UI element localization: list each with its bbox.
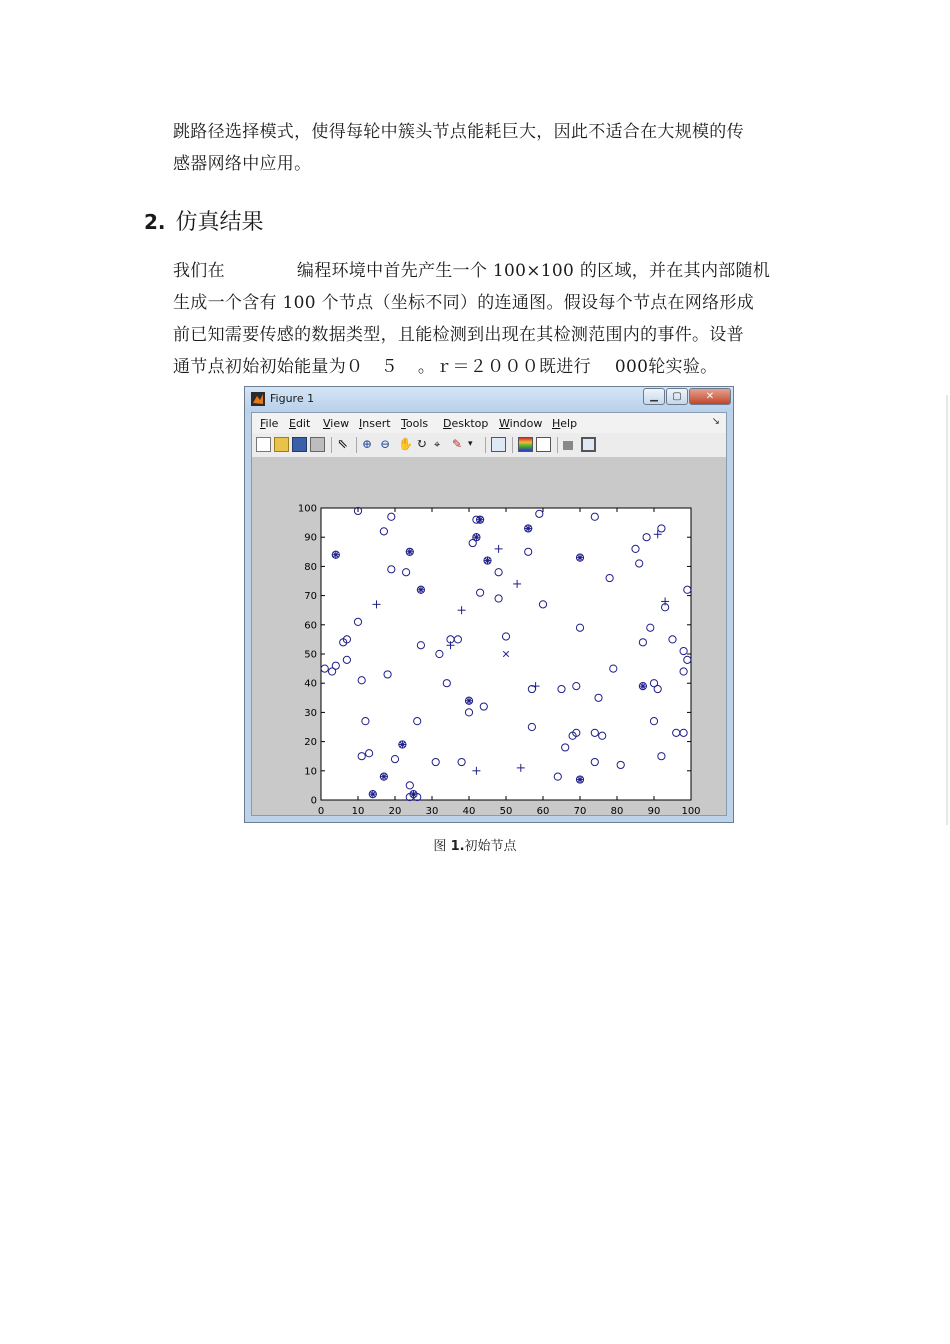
zoom-in-icon[interactable]: ⊕ [362, 437, 373, 451]
data-point [369, 790, 377, 798]
data-point [465, 697, 473, 705]
y-tick-label: 90 [304, 532, 317, 544]
section-title: 仿真结果 [175, 210, 264, 235]
menu-window[interactable]: Window [499, 417, 543, 430]
close-button[interactable]: ✕ [689, 388, 731, 405]
caption-text: 初始节点 [464, 839, 517, 854]
section-heading [144, 205, 264, 240]
pan-icon[interactable]: ✋ [398, 437, 413, 451]
figure-caption: 图 1.初始节点 [433, 839, 517, 854]
text-line: 前已知需要传感的数据类型，且能检测到出现在其检测范围内的事件。设普 [173, 325, 744, 345]
y-tick-label: 10 [304, 766, 317, 778]
x-tick-label: 100 [681, 806, 701, 817]
menu-edit[interactable]: Edit [289, 417, 311, 430]
menu-desktop[interactable]: Desktop [443, 417, 489, 430]
menu-insert[interactable]: Insert [359, 417, 391, 430]
text-fragment: 。ｒ＝２０００既进行 [417, 357, 591, 377]
data-point [476, 516, 484, 524]
x-tick-label: 80 [610, 806, 624, 817]
data-point [524, 524, 532, 532]
y-tick-label: 100 [297, 503, 317, 515]
text-fragment: 我们在 [173, 261, 225, 281]
maximize-button[interactable]: ▢ [666, 388, 688, 405]
x-tick-label: 50 [499, 806, 513, 817]
menu-help[interactable]: Help [552, 417, 578, 430]
data-point [410, 790, 418, 798]
data-point [417, 586, 425, 594]
data-point [576, 554, 584, 562]
data-point [484, 557, 492, 565]
data-point [398, 741, 406, 749]
y-tick-label: 60 [304, 620, 317, 632]
y-tick-label: 0 [310, 795, 317, 807]
zoom-out-icon[interactable]: ⊖ [380, 437, 391, 451]
section-number: 2. [144, 210, 166, 234]
menu-view[interactable]: View [323, 417, 350, 430]
data-point [639, 682, 647, 690]
text-fragment: 编程环境中首先产生一个 100×100 的区域，并在其内部随机 [296, 261, 771, 281]
figure-client-area [251, 412, 727, 816]
data-cursor-icon[interactable]: ⌖ [434, 438, 441, 451]
simulation-paragraph [173, 255, 813, 383]
data-point [472, 533, 480, 541]
text-line: 跳路径选择模式，使得每轮中簇头节点能耗巨大，因此不适合在大规模的传 [173, 122, 744, 142]
figure-window [244, 386, 734, 823]
menu-file[interactable]: File [260, 417, 279, 430]
brush-icon[interactable]: ✎ [452, 437, 463, 451]
y-tick-label: 40 [304, 678, 317, 690]
data-point [406, 548, 414, 556]
data-point [332, 551, 340, 559]
x-tick-label: 30 [425, 806, 439, 817]
window-title: Figure 1 [270, 392, 315, 405]
data-point [380, 773, 388, 781]
text-fragment: 000轮实验。 [614, 357, 718, 377]
x-tick-label: 60 [536, 806, 550, 817]
x-tick-label: 20 [388, 806, 402, 817]
x-tick-label: 90 [647, 806, 661, 817]
menu-tools[interactable]: Tools [401, 417, 429, 430]
text-fragment: 通节点初始初始能量为０ ５ [173, 357, 398, 377]
text-line: 感器网络中应用。 [173, 154, 312, 174]
page-edge-line [946, 395, 948, 825]
brush-dropdown-icon[interactable]: ▾ [468, 439, 473, 449]
intro-paragraph [173, 116, 813, 180]
y-tick-label: 30 [304, 707, 317, 719]
scatter-plot [246, 388, 726, 817]
y-tick-label: 20 [304, 737, 317, 749]
figure-number: 1. [450, 839, 465, 854]
x-tick-label: 70 [573, 806, 587, 817]
minimize-button[interactable]: ▁ [643, 388, 665, 405]
x-tick-label: 0 [317, 806, 325, 817]
y-tick-label: 80 [304, 561, 317, 573]
plot-background [252, 458, 726, 815]
y-tick-label: 70 [304, 591, 317, 603]
rotate-icon[interactable]: ↻ [416, 437, 427, 452]
pointer-icon[interactable]: ⇖ [337, 437, 348, 452]
y-tick-label: 50 [304, 649, 317, 661]
x-tick-label: 10 [351, 806, 365, 817]
text-line: 生成一个含有 100 个节点（坐标不同）的连通图。假设每个节点在网络形成 [173, 293, 755, 313]
menu-dock-arrow-icon[interactable]: ↘ [711, 416, 720, 427]
x-tick-label: 40 [462, 806, 476, 817]
data-point [576, 776, 584, 784]
